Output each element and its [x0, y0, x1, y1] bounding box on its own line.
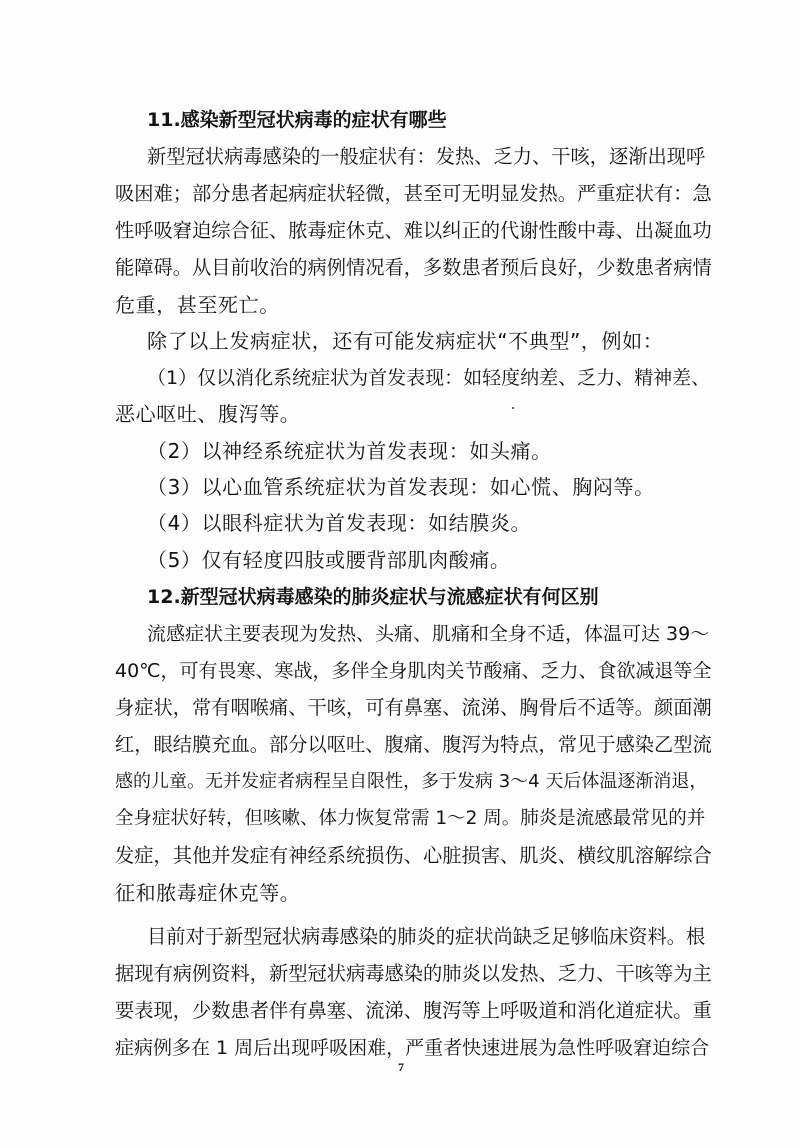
list-item: 恶心呕吐、腹泻等。 [115, 402, 301, 426]
paragraph-line: 除了以上发病症状，还有可能发病症状“不典型”，例如： [147, 329, 664, 353]
list-item: （5）仅有轻度四肢或腰背部肌肉酸痛。 [147, 548, 511, 572]
paragraph-line: 身症状，常有咽喉痛、干咳，可有鼻塞、流涕、胸骨后不适等。颜面潮 [115, 696, 712, 719]
paragraph-line: 要表现，少数患者伴有鼻塞、流涕、腹泻等上呼吸道和消化道症状。重 [115, 999, 712, 1022]
list-item: （4）以眼科症状为首发表现：如结膜炎。 [147, 511, 532, 535]
paragraph-line: 吸困难；部分患者起病症状轻微，甚至可无明显发热。严重症状有：急 [115, 182, 712, 205]
paragraph-line: 性呼吸窘迫综合征、脓毒症休克、难以纠正的代谢性酸中毒、出凝血功 [115, 219, 712, 242]
paragraph-line: 危重，甚至死亡。 [115, 293, 280, 317]
paragraph-line: 据现有病例资料，新型冠状病毒感染的肺炎以发热、乏力、干咳等为主 [115, 962, 712, 985]
paragraph-line: 全身症状好转，但咳嗽、体力恢复常需 1～2 周。肺炎是流感最常见的并 [115, 808, 706, 829]
section-12-heading: 12.新型冠状病毒感染的肺炎症状与流感症状有何区别 [147, 586, 599, 608]
list-item: （3）以心血管系统症状为首发表现：如心慌、胸闷等。 [147, 475, 655, 499]
page-number: 7 [398, 1060, 404, 1074]
paragraph-line: 新型冠状病毒感染的一般症状有：发热、乏力、干咳，逐渐出现呼 [147, 145, 706, 168]
paragraph-line: 红，眼结膜充血。部分以呕吐、腹痛、腹泻为特点，常见于感染乙型流 [115, 733, 712, 756]
section-11-heading: 11.感染新型冠状病毒的症状有哪些 [147, 109, 447, 131]
paragraph-line: 目前对于新型冠状病毒感染的肺炎的症状尚缺乏足够临床资料。根 [147, 925, 706, 948]
paragraph-line: 症病例多在 1 周后出现呼吸困难，严重者快速进展为急性呼吸窘迫综合 [115, 1037, 710, 1059]
paragraph-line: 40℃，可有畏寒、寒战，多伴全身肌肉关节酸痛、乏力、食欲减退等全 [115, 660, 712, 682]
paragraph-line: 流感症状主要表现为发热、头痛、肌痛和全身不适，体温可达 39～ [147, 623, 710, 645]
paragraph-line: 征和脓毒症休克等。 [115, 881, 301, 905]
paragraph-line: 能障碍。从目前收治的病例情况看，多数患者预后良好，少数患者病情 [115, 256, 712, 279]
paragraph-line: 感的儿童。无并发症者病程呈自限性，多于发病 3～4 天后体温逐渐消退， [115, 771, 708, 792]
scan-speck [512, 407, 514, 409]
list-item: （2）以神经系统症状为首发表现：如头痛。 [147, 439, 552, 463]
list-item: （1）仅以消化系统症状为首发表现：如轻度纳差、乏力、精神差、 [147, 367, 711, 389]
paragraph-line: 发症，其他并发症有神经系统损伤、心脏损害、肌炎、横纹肌溶解综合 [115, 844, 712, 867]
